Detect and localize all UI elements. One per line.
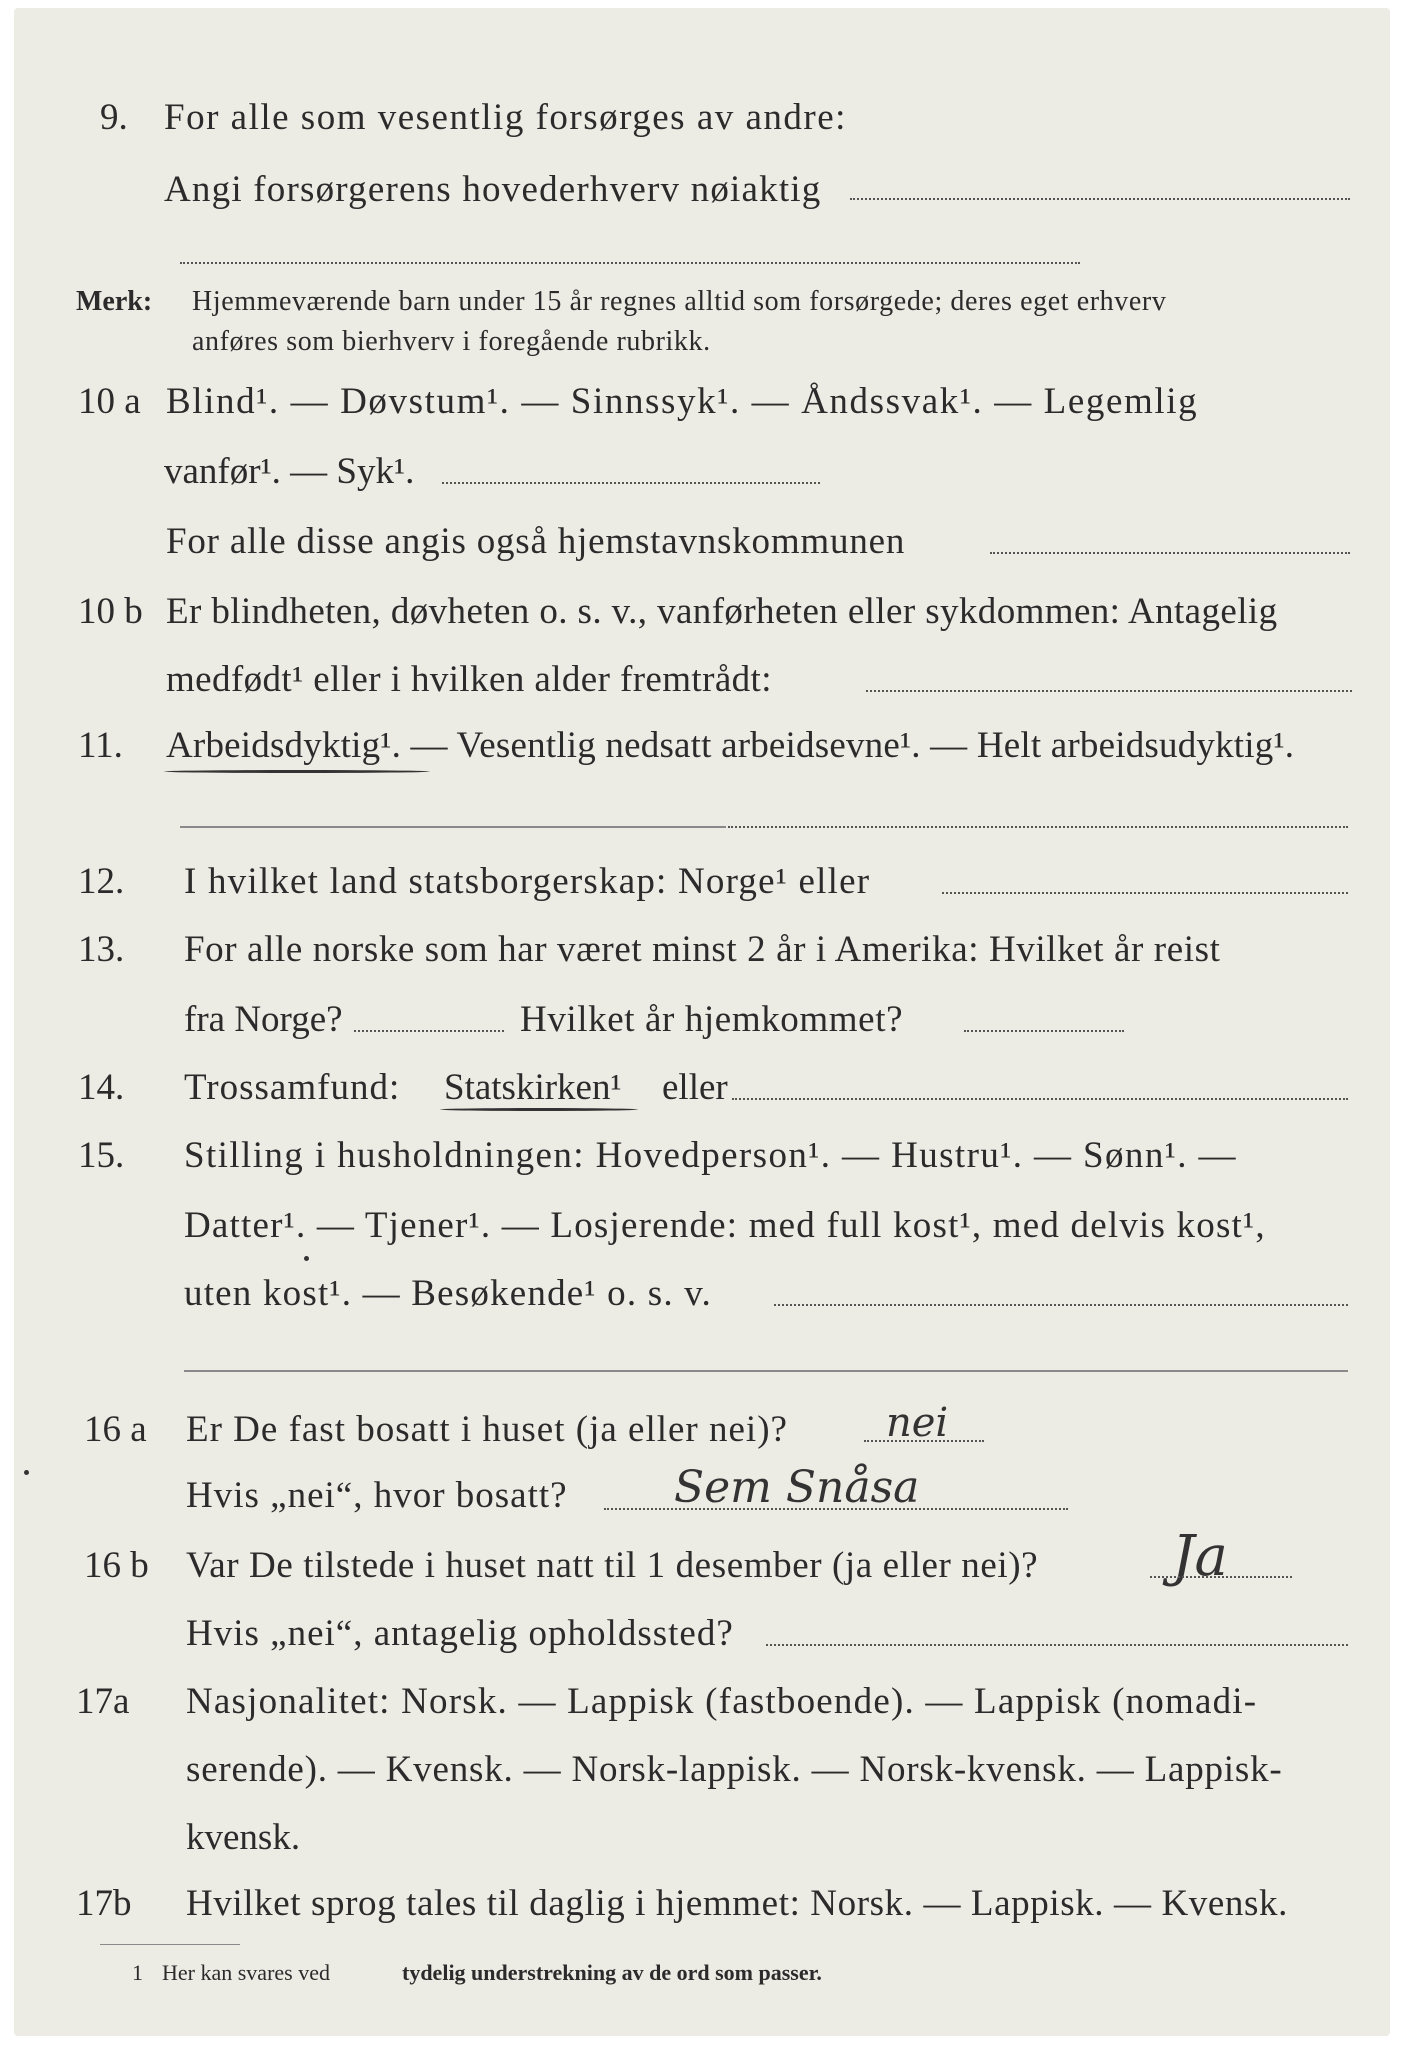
separator-line: [184, 1370, 1348, 1372]
question-17a-text-3: kvensk.: [186, 1817, 301, 1858]
question-14-option-statskirken: Statskirken¹: [444, 1067, 622, 1108]
question-14-eller: eller: [662, 1067, 728, 1108]
question-16a-text-2: Hvis „nei“, hvor bosatt?: [186, 1475, 568, 1516]
question-17a-text-1: Nasjonalitet: Norsk. — Lappisk (fastboende). — Lappisk (nomadi-: [186, 1681, 1258, 1722]
ink-dot: [304, 1256, 309, 1261]
handwritten-answer-16b-1: Ja: [1172, 1524, 1228, 1589]
answer-line-9b[interactable]: [180, 262, 1080, 264]
answer-line-15[interactable]: [774, 1304, 1348, 1306]
question-17b-number: 17b: [76, 1883, 132, 1924]
question-15-text-2: Datter¹. — Tjener¹. — Losjerende: med full kost¹, med delvis kost¹,: [184, 1205, 1266, 1246]
question-10a-text-3: For alle disse angis også hjemstavnskommunen: [166, 521, 906, 562]
handwritten-answer-16a-2: Sem Snåsa: [674, 1462, 920, 1513]
census-form-page: [14, 8, 1390, 2036]
note-label: Merk:: [76, 286, 153, 317]
handwritten-underline-statskirken: [440, 1108, 638, 1111]
footnote-text-a: Her kan svares ved: [162, 1960, 330, 1985]
footnote-separator: [100, 1944, 240, 1945]
answer-line-16a-2[interactable]: [604, 1508, 1068, 1510]
answer-line-11a[interactable]: [180, 826, 726, 828]
answer-line-10b[interactable]: [866, 690, 1352, 692]
question-13-text-2b: Hvilket år hjemkommet?: [520, 999, 904, 1040]
question-14-number: 14.: [78, 1067, 125, 1108]
question-9-number: 9.: [100, 97, 128, 138]
question-11-text: Arbeidsdyktig¹. — Vesentlig nedsatt arbeidsevne¹. — Helt arbeidsudyktig¹.: [166, 725, 1295, 766]
question-10b-number: 10 b: [78, 591, 143, 632]
question-10a-text-2: vanfør¹. — Syk¹.: [164, 451, 415, 492]
footnote-marker: 1: [132, 1960, 143, 1985]
answer-line-10a-1[interactable]: [442, 482, 820, 484]
answer-line-16b-2[interactable]: [766, 1644, 1348, 1646]
answer-line-14[interactable]: [732, 1098, 1348, 1100]
question-10a-number: 10 a: [78, 381, 141, 422]
question-16b-text-1: Var De tilstede i huset natt til 1 desember (ja eller nei)?: [186, 1545, 1039, 1586]
handwritten-underline-arbeidsdyktig: [164, 770, 430, 773]
question-12-number: 12.: [78, 861, 125, 902]
footnote-text-b: tydelig understrekning av de ord som passer.: [402, 1960, 822, 1985]
question-13-text-2a: fra Norge?: [184, 999, 343, 1040]
answer-line-16a-1[interactable]: [864, 1440, 984, 1442]
question-11-number: 11.: [78, 725, 123, 766]
question-16a-number: 16 a: [84, 1409, 147, 1450]
question-15-text-1: Stilling i husholdningen: Hovedperson¹. — Hustru¹. — Sønn¹. —: [184, 1135, 1237, 1176]
note-text-1: Hjemmeværende barn under 15 år regnes alltid som forsørgede; deres eget erhverv: [192, 286, 1167, 317]
question-17a-text-2: serende). — Kvensk. — Norsk-lappisk. — Norsk-kvensk. — Lappisk-: [186, 1749, 1283, 1790]
question-10b-text-1: Er blindheten, døvheten o. s. v., vanførheten eller sykdommen: Antagelig: [166, 591, 1278, 632]
answer-line-9[interactable]: [850, 198, 1350, 200]
answer-line-13-reist[interactable]: [354, 1030, 504, 1032]
question-14-label: Trossamfund:: [184, 1067, 401, 1108]
answer-line-13-hjemkommet[interactable]: [964, 1030, 1124, 1032]
question-13-number: 13.: [78, 929, 125, 970]
question-9-subtext: Angi forsørgerens hovederhverv nøiaktig: [164, 169, 822, 210]
answer-line-16b-1[interactable]: [1150, 1576, 1292, 1578]
question-15-number: 15.: [78, 1135, 125, 1176]
question-16b-number: 16 b: [84, 1545, 149, 1586]
answer-line-11b[interactable]: [728, 826, 1348, 828]
question-10a-text-1: Blind¹. — Døvstum¹. — Sinnssyk¹. — Åndssvak¹. — Legemlig: [166, 381, 1199, 422]
question-13-text-1: For alle norske som har været minst 2 år i Amerika: Hvilket år reist: [184, 929, 1221, 970]
answer-line-10a-2[interactable]: [990, 552, 1350, 554]
note-text-2: anføres som bierhverv i foregående rubrikk.: [192, 326, 711, 357]
question-17a-number: 17a: [76, 1681, 130, 1722]
question-12-text: I hvilket land statsborgerskap: Norge¹ eller: [184, 861, 871, 902]
question-9-text: For alle som vesentlig forsørges av andre:: [164, 97, 847, 138]
answer-line-12[interactable]: [942, 892, 1348, 894]
question-16a-text-1: Er De fast bosatt i huset (ja eller nei)?: [186, 1409, 788, 1450]
question-10b-text-2: medfødt¹ eller i hvilken alder fremtrådt:: [166, 659, 772, 700]
question-17b-text: Hvilket sprog tales til daglig i hjemmet: Norsk. — Lappisk. — Kvensk.: [186, 1883, 1288, 1924]
ink-dot: [24, 1470, 29, 1475]
question-16b-text-2: Hvis „nei“, antagelig opholdssted?: [186, 1613, 734, 1654]
handwritten-answer-16a-1: nei: [886, 1400, 949, 1446]
question-15-text-3: uten kost¹. — Besøkende¹ o. s. v.: [184, 1273, 713, 1314]
